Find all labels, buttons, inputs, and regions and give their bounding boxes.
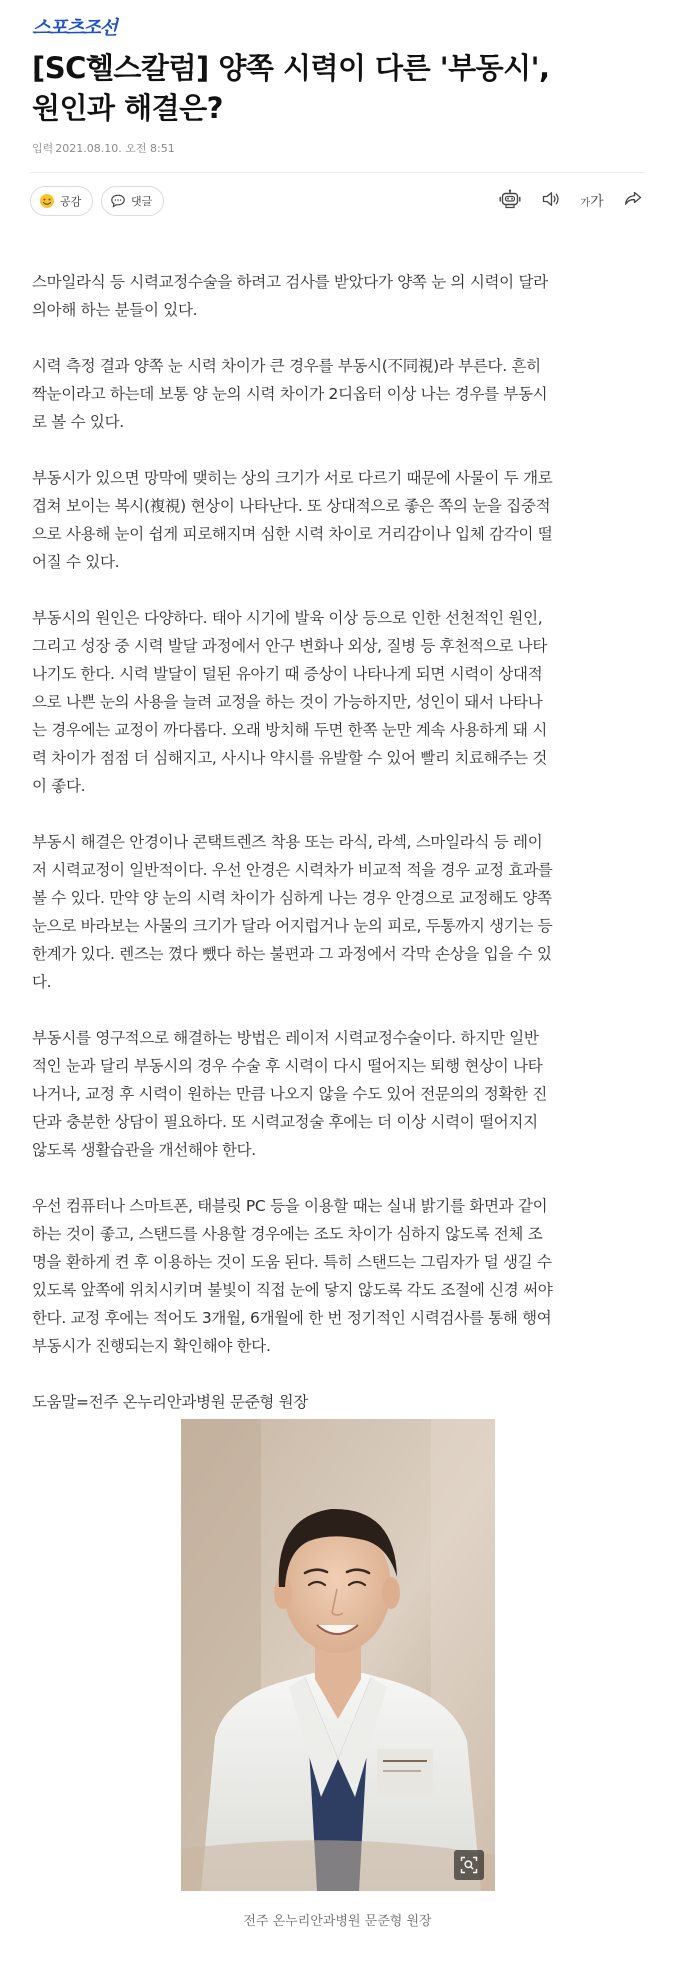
text-line: 한다. 교정 후에는 적어도 3개월, 6개월에 한 번 정기적인 시력검사를 통해 행여: [32, 1308, 552, 1327]
press-logo[interactable]: [32, 14, 116, 38]
text-line: 단과 충분한 상담이 필요하다. 또 시력교정술 후에는 더 이상 시력이 떨어지지: [32, 1112, 538, 1131]
text-line: 력 차이가 점점 더 심해지고, 사시나 약시를 유발할 수 있어 빨리 치료해주는 것: [32, 748, 548, 767]
text-line: 그리고 성장 중 시력 발달 과정에서 안구 변화나 외상, 질병 등 후천적으로 나타: [32, 636, 548, 655]
text-line: 나거나, 교정 후 시력이 원하는 만큼 나오지 않을 수도 있어 전문의의 정확한 진: [32, 1084, 548, 1103]
text-line: 으로 나쁜 눈의 사용을 늘려 교정을 하는 것이 가능하지만, 성인이 돼서 나타나: [32, 692, 543, 711]
speaker-icon: [541, 190, 561, 212]
smile-icon: [39, 193, 55, 209]
text-line: 나기도 한다. 시력 발달이 덜된 유아기 때 증상이 나타나게 되면 시력이 상대적: [32, 664, 543, 683]
photo-caption: 전주 온누리안과병원 문준형 원장: [243, 1914, 432, 1929]
text-line: 부동시가 있으면 망막에 맺히는 상의 크기가 서로 다르기 때문에 사물이 두 개로: [32, 468, 553, 487]
font-size-icon: [580, 191, 603, 211]
article-dateline: [32, 140, 177, 156]
font-size-small-glyph: 가: [580, 198, 591, 209]
text-line: 볼 수 있다. 만약 양 눈의 시력 차이가 심하게 나는 경우 안경으로 교정해도 양쪽: [32, 888, 552, 907]
press-logo-text: 스포츠조선: [32, 16, 117, 39]
text-line: 부동시가 진행되는지 확인해야 한다.: [32, 1336, 271, 1355]
text-line: 의아해 하는 분들이 있다.: [32, 300, 198, 319]
text-line: 는 경우에는 교정이 까다롭다. 오래 방치해 두면 한쪽 눈만 계속 사용하게 돼 시: [32, 720, 548, 739]
share-icon: [623, 190, 643, 212]
article-paragraph: [32, 604, 650, 800]
article-title-line: 원인과 해결은?: [32, 91, 224, 125]
text-line: 않도록 생활습관을 개선해야 한다.: [32, 1140, 256, 1159]
text-line: 스마일라식 등 시력교정수술을 하려고 검사를 받았다가 양쪽 눈 의 시력이 달라: [32, 272, 548, 291]
article-paragraph: [32, 268, 650, 324]
header-divider: [30, 172, 645, 173]
date-label: 입력: [32, 142, 54, 155]
text-line: 이 좋다.: [32, 776, 86, 795]
comment-button[interactable]: [101, 186, 164, 216]
article-title-line: [SC헬스칼럼] 양쪽 시력이 다른 '부동시',: [32, 51, 550, 85]
text-line: 로 볼 수 있다.: [32, 412, 124, 431]
article-paragraph: [32, 828, 650, 996]
text-line: 짝눈이라고 하는데 보통 양 눈의 시력 차이가 2디옵터 이상 나는 경우를 부동시: [32, 384, 548, 403]
text-line: 눈으로 바라보는 사물의 크기가 달라 어지럽거나 눈의 피로, 두통까지 생기는 등: [32, 916, 553, 935]
zoom-button[interactable]: [454, 1850, 484, 1880]
text-line: 시력 측정 결과 양쪽 눈 시력 차이가 큰 경우를 부동시(不同視)라 부른다. 흔히: [32, 356, 541, 375]
article-paragraph: [32, 1388, 650, 1416]
like-label: 공감: [60, 195, 82, 208]
comment-label: 댓글: [131, 195, 153, 208]
text-line: 부동시의 원인은 다양하다. 태아 시기에 발육 이상 등으로 인한 선천적인 원인,: [32, 608, 543, 627]
like-button[interactable]: [30, 186, 93, 216]
share-button[interactable]: [620, 188, 646, 214]
text-line: 으로 사용해 눈이 쉽게 피로해지며 심한 시력 차이로 거리감이나 입체 감각이 떨: [32, 524, 553, 543]
robot-icon: [499, 189, 521, 213]
text-line: 어질 수 있다.: [32, 552, 120, 571]
speech-bubble-icon: [110, 193, 126, 209]
text-line: 부동시를 영구적으로 해결하는 방법은 레이저 시력교정수술이다. 하지만 일반: [32, 1028, 539, 1047]
text-line: 다.: [32, 972, 52, 991]
zoom-icon: [460, 1856, 478, 1874]
text-line: 하는 것이 좋고, 스탠드를 사용할 경우에는 조도 차이가 심하지 않도록 전체 조: [32, 1224, 543, 1243]
text-line: 있도록 앞쪽에 위치시키며 불빛이 직접 눈에 닿지 않도록 각도 조절에 신경 써야: [32, 1280, 553, 1299]
date-value: 2021.08.10. 오전 8:51: [55, 142, 175, 155]
text-line: 저 시력교정이 일반적이다. 우선 안경은 시력차가 비교적 적을 경우 교정 효과를: [32, 860, 553, 879]
text-line: 우선 컴퓨터나 스마트폰, 태블릿 PC 등을 이용할 때는 실내 밝기를 화면과 같이: [32, 1196, 548, 1215]
article-title: [32, 48, 652, 128]
article-paragraph: [32, 352, 650, 436]
tts-button[interactable]: [497, 188, 523, 214]
font-size-big-glyph: 가: [590, 194, 604, 210]
article-paragraph: [32, 1192, 650, 1360]
font-size-button[interactable]: [579, 188, 605, 214]
text-line: 명을 환하게 켠 후 이용하는 것이 도움 된다. 특히 스탠드는 그림자가 덜 생길 수: [32, 1252, 552, 1271]
text-line: 겹쳐 보이는 복시(複視) 현상이 나타난다. 또 상대적으로 좋은 쪽의 눈을 집중적: [32, 496, 551, 515]
article-photo[interactable]: [181, 1419, 495, 1891]
audio-button[interactable]: [538, 188, 564, 214]
text-line: 도움말=전주 온누리안과병원 문준형 원장: [32, 1392, 309, 1411]
text-line: 한계가 있다. 렌즈는 꼈다 뺐다 하는 불편과 그 과정에서 각막 손상을 입을 수 있: [32, 944, 552, 963]
text-line: 부동시 해결은 안경이나 콘택트렌즈 착용 또는 라식, 라섹, 스마일라식 등 레이: [32, 832, 543, 851]
article-paragraph: [32, 464, 650, 576]
article-paragraph: [32, 1024, 650, 1164]
text-line: 적인 눈과 달리 부동시의 경우 수술 후 시력이 다시 떨어지는 퇴행 현상이 나타: [32, 1056, 543, 1075]
doctor-portrait: [181, 1419, 495, 1891]
